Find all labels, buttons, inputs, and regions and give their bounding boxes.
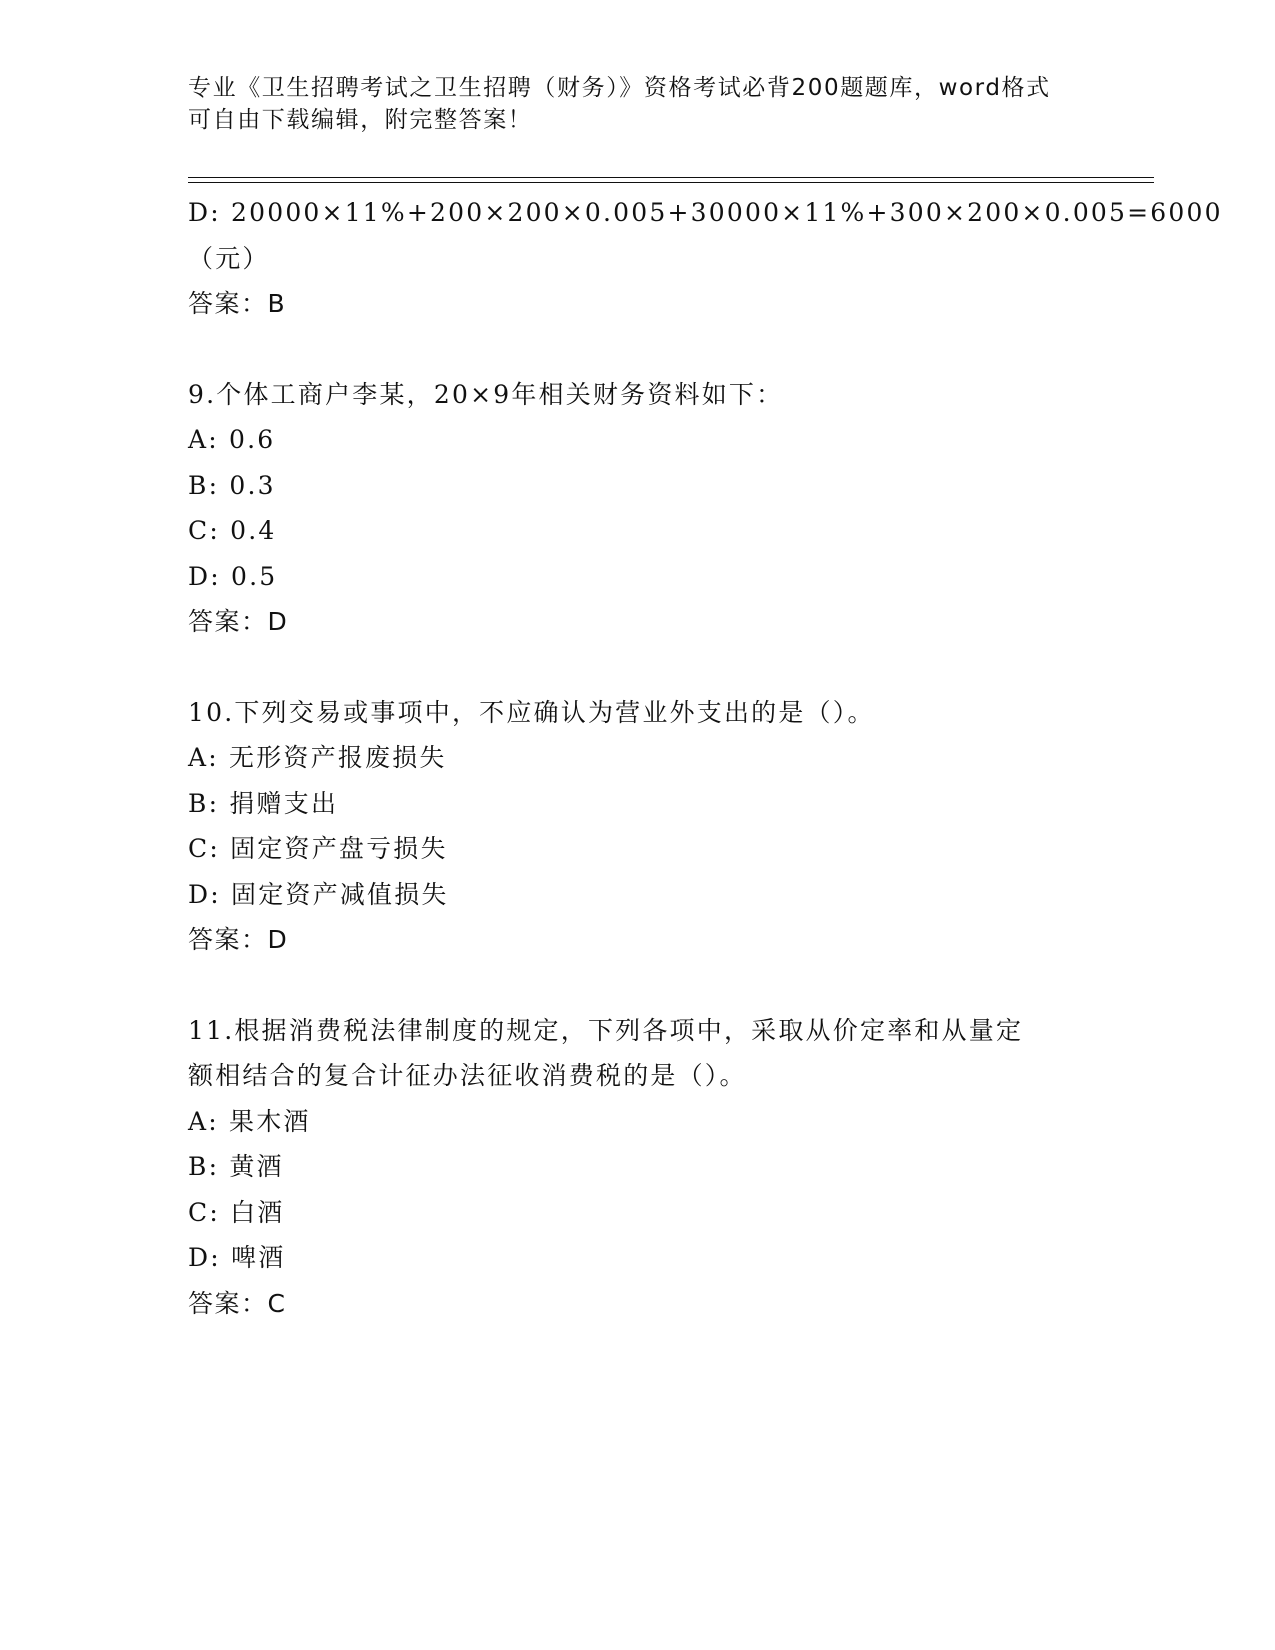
spacer	[188, 963, 1088, 1008]
question-stem: 9.个体工商户李某，20×9年相关财务资料如下：	[188, 379, 784, 409]
spacer	[188, 327, 1088, 372]
option-d: D: 固定资产减值损失	[188, 879, 449, 909]
answer-line: 答案：D	[188, 607, 289, 636]
option-b: B: 捐赠支出	[188, 788, 339, 818]
question-stem: 11.根据消费税法律制度的规定，下列各项中，采取从价定率和从量定	[188, 1015, 1024, 1045]
option-d-continued: （元）	[188, 243, 270, 273]
answer-line: 答案：D	[188, 925, 289, 954]
option-d: D: 0.5	[188, 561, 278, 591]
option-b: B: 黄酒	[188, 1152, 284, 1181]
question-9	[188, 372, 1088, 645]
option-d: D: 啤酒	[188, 1243, 286, 1272]
header-rule-top	[188, 177, 1154, 178]
option-d: D: 20000×11%+200×200×0.005+30000×11%+300×200×0.005=6000	[188, 198, 1223, 227]
option-a: A: 无形资产报废损失	[188, 743, 447, 772]
option-c: C: 固定资产盘亏损失	[188, 834, 448, 863]
header-rule-bottom	[188, 182, 1154, 183]
header-line-2: 可自由下载编辑，附完整答案！	[188, 107, 533, 133]
document-body	[188, 190, 1223, 1326]
option-b: B: 0.3	[188, 470, 276, 500]
option-c: C: 0.4	[188, 516, 277, 545]
spacer	[188, 645, 1088, 690]
question-10	[188, 690, 1088, 963]
header-line-1: 专业《卫生招聘考试之卫生招聘（财务）》资格考试必背200题题库，word格式	[188, 75, 1051, 101]
document-header	[188, 72, 1088, 136]
answer-line: 答案：B	[188, 289, 287, 318]
answer-line: 答案：C	[188, 1288, 287, 1318]
question-stem: 10.下列交易或事项中，不应确认为营业外支出的是（）。	[188, 697, 875, 727]
question-continued	[188, 190, 1223, 327]
question-11	[188, 1008, 1088, 1327]
question-stem-continued: 额相结合的复合计征办法征收消费税的是（）。	[188, 1061, 747, 1090]
option-a: A: 果木酒	[188, 1106, 311, 1136]
option-a: A: 0.6	[188, 425, 276, 454]
option-c: C: 白酒	[188, 1197, 285, 1227]
